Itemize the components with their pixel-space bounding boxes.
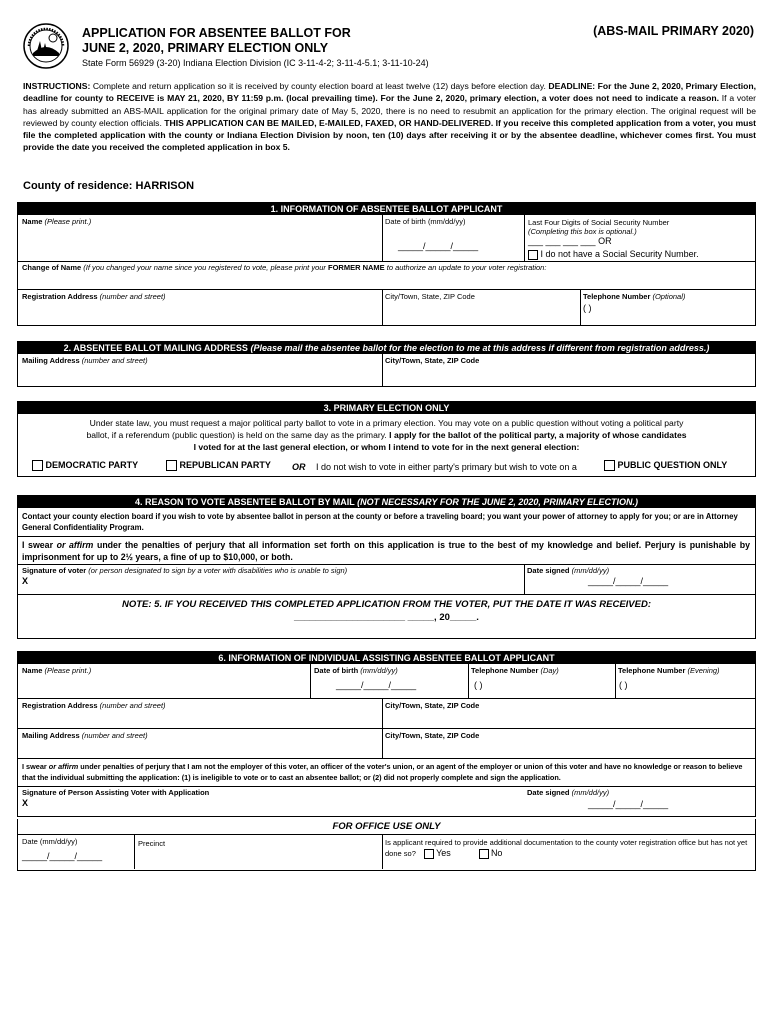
- assistant-phone-day-label: Telephone Number (Day): [471, 666, 559, 675]
- applicant-name-field[interactable]: [22, 227, 378, 259]
- ssn-hint: (Completing this box is optional.): [528, 227, 637, 236]
- title-line-1: APPLICATION FOR ABSENTEE BALLOT FOR: [82, 26, 351, 40]
- voter-affirmation: I swear or affirm under the penalties of perjury that all information set forth on this application is true to the best of my knowledge and belief. Perjury is punishable by imprisonment for up to 2½ years, a fine of up to $10,000, or both.: [22, 540, 751, 562]
- section-1-bar: 1. INFORMATION OF ABSENTEE BALLOT APPLICANT: [18, 203, 755, 215]
- voter-signature-field[interactable]: X: [22, 576, 29, 586]
- mailing-address-label: Mailing Address (number and street): [22, 356, 148, 365]
- voter-date-field[interactable]: _____/_____/_____: [588, 576, 669, 586]
- applicant-dob-label: Date of birth (mm/dd/yy): [385, 217, 466, 226]
- no-ssn-checkbox[interactable]: [528, 250, 538, 260]
- assistant-signature-label: Signature of Person Assisting Voter with Application: [22, 788, 210, 797]
- office-date-field[interactable]: _____/_____/_____: [22, 851, 103, 861]
- republican-checkbox[interactable]: [166, 460, 177, 471]
- assistant-dob-field[interactable]: _____/_____/_____: [336, 680, 417, 690]
- ssn-field[interactable]: ___ ___ ___ ___ OR: [528, 236, 612, 246]
- voter-date-label: Date signed (mm/dd/yy): [527, 566, 610, 575]
- form-subtitle: State Form 56929 (3-20) Indiana Election Division (IC 3-11-4-2; 3-11-4-5.1; 3-11-10-24): [82, 58, 429, 68]
- contact-note: Contact your county election board if you wish to vote by absentee ballot in person at the county or before a traveling board; you want your power of attorney to apply for you; or are in Attorney General Confidentiality Program.: [22, 512, 738, 532]
- mailing-city-label: City/Town, State, ZIP Code: [385, 356, 480, 365]
- form-title: [82, 26, 502, 56]
- section-3-bar: 3. PRIMARY ELECTION ONLY: [18, 402, 755, 414]
- ssn-label: Last Four Digits of Social Security Number: [528, 218, 670, 227]
- no-option[interactable]: No: [479, 849, 503, 858]
- assistant-dob-label: Date of birth (mm/dd/yy): [314, 666, 398, 675]
- primary-text-line-2: ballot, if a referendum (public question) is held on the same day as the primary. I apply for the ballot of the political party, a majority of whose candidates: [86, 430, 687, 440]
- assistant-phone-day-field[interactable]: ( ): [474, 680, 483, 690]
- section-4-bar: 4. REASON TO VOTE ABSENTEE BALLOT BY MAIL (NOT NECESSARY FOR THE JUNE 2, 2020, PRIMARY ELECTION.): [18, 496, 755, 508]
- assistant-date-field[interactable]: _____/_____/_____: [588, 799, 669, 809]
- public-question-text: I do not wish to vote in either party's primary but wish to vote on a: [316, 462, 577, 472]
- no-ssn-option[interactable]: I do not have a Social Security Number.: [528, 249, 699, 260]
- instructions: [23, 80, 756, 154]
- registration-address-label: Registration Address (number and street): [22, 292, 166, 301]
- city-state-zip-label: City/Town, State, ZIP Code: [385, 292, 475, 301]
- assistant-registration-label: Registration Address (number and street): [22, 701, 166, 710]
- yes-checkbox[interactable]: [424, 849, 434, 859]
- assistant-mailing-label: Mailing Address (number and street): [22, 731, 148, 740]
- precinct-label: Precinct: [138, 839, 166, 848]
- telephone-label: Telephone Number (Optional): [583, 292, 686, 301]
- section-1-applicant: [17, 202, 756, 326]
- form-code: (ABS-MAIL PRIMARY 2020): [593, 24, 754, 38]
- county-of-residence: County of residence: HARRISON: [23, 180, 195, 192]
- title-line-2: JUNE 2, 2020, PRIMARY ELECTION ONLY: [82, 41, 329, 55]
- no-checkbox[interactable]: [479, 849, 489, 859]
- indiana-state-seal: [23, 23, 69, 69]
- section-6-bar: 6. INFORMATION OF INDIVIDUAL ASSISTING ABSENTEE BALLOT APPLICANT: [18, 652, 755, 664]
- democratic-checkbox[interactable]: [32, 460, 43, 471]
- section-5-date-field[interactable]: _____________________ _____, 20_____.: [294, 612, 479, 623]
- section-4-reason: [17, 495, 756, 639]
- public-question-option[interactable]: PUBLIC QUESTION ONLY: [604, 460, 727, 471]
- voter-signature-label: Signature of voter (or person designated to sign by a voter with disabilities who is unable to sign): [22, 566, 348, 575]
- instructions-text-1: Complete and return application so it is received by county election board at least twelve (12) days before election day.: [90, 81, 549, 91]
- assistant-date-label: Date signed (mm/dd/yy): [527, 788, 610, 797]
- assistant-affirmation: I swear or affirm under penalties of perjury that I am not the employer of this voter, an officer of the voter's union, or an agent of the employer or union of this voter and have no knowledge or reason to believe that the individual submitting the application: (1) is ineligible to vote or to cast an absentee ballot; or (2) did not properly complete and sign the application.: [22, 762, 743, 782]
- documentation-question: Is applicant required to provide additional documentation to the county voter registration office but has not yet done so? Yes No: [385, 838, 748, 858]
- telephone-field[interactable]: ( ): [583, 303, 592, 313]
- primary-text-line-3: I voted for at the last general election, or whom I intend to vote for in the next general election:: [193, 442, 580, 452]
- change-of-name-label: Change of Name (If you changed your name since you registered to vote, please print your FORMER NAME to authorize an update to your voter registration:: [22, 263, 547, 272]
- office-use-section: [17, 819, 756, 871]
- primary-text-line-1: Under state law, you must request a major political party ballot to vote in a primary election. You may vote on a public question without voting a political party: [89, 418, 684, 428]
- republican-party-option[interactable]: REPUBLICAN PARTY: [166, 460, 271, 471]
- office-use-title: FOR OFFICE USE ONLY: [332, 821, 441, 832]
- section-5-note: NOTE: 5. IF YOU RECEIVED THIS COMPLETED APPLICATION FROM THE VOTER, PUT THE DATE IT WAS RECEIVED:: [121, 599, 652, 610]
- democratic-party-option[interactable]: DEMOCRATIC PARTY: [32, 460, 138, 471]
- instructions-text-2: If a voter has already submitted an ABS-MAIL application for the original primary date of May 5, 2020, there is no need to resubmit an application for the primary election. The original request will be reviewed by county election officials.: [23, 93, 756, 128]
- or-label: OR: [292, 462, 306, 472]
- section-3-primary: [17, 401, 756, 477]
- office-date-label: Date (mm/dd/yy): [22, 837, 78, 846]
- assistant-mail-city-label: City/Town, State, ZIP Code: [385, 731, 480, 740]
- instructions-text-3: THIS APPLICATION CAN BE MAILED, E-MAILED, FAXED, OR HAND-DELIVERED. If you receive this completed application from a voter, you must file the completed application with the county or Indiana Election Division by noon, ten (10) days after receiving it or by the absentee deadline, whichever comes first. You must provide the date you received the completed application in box 5.: [23, 117, 756, 153]
- assistant-signature-field[interactable]: X: [22, 798, 29, 808]
- yes-option[interactable]: Yes: [424, 849, 451, 858]
- section-2-mailing: [17, 341, 756, 387]
- assistant-phone-evening-field[interactable]: ( ): [619, 680, 628, 690]
- applicant-dob-field[interactable]: _____/_____/_____: [398, 241, 479, 251]
- instructions-deadline: DEADLINE: For the June 2, 2020, Primary Election, deadline for county to RECEIVE is MAY 21, 2020, BY 11:59 p.m. (local prevailing time). For the June 2, 2020, primary election, a voter does not need to indicate a reason.: [23, 81, 756, 104]
- section-2-bar: 2. ABSENTEE BALLOT MAILING ADDRESS (Please mail the absentee ballot for the election to me at this address if different from registration address.): [18, 342, 755, 354]
- assistant-phone-evening-label: Telephone Number (Evening): [618, 666, 720, 675]
- assistant-reg-city-label: City/Town, State, ZIP Code: [385, 701, 480, 710]
- instructions-lead: INSTRUCTIONS:: [23, 81, 91, 91]
- public-question-checkbox[interactable]: [604, 460, 615, 471]
- applicant-name-label: Name (Please print.): [22, 217, 92, 226]
- assistant-name-label: Name (Please print.): [22, 666, 92, 675]
- former-name-field[interactable]: [22, 273, 752, 287]
- section-6-assistant: [17, 651, 756, 817]
